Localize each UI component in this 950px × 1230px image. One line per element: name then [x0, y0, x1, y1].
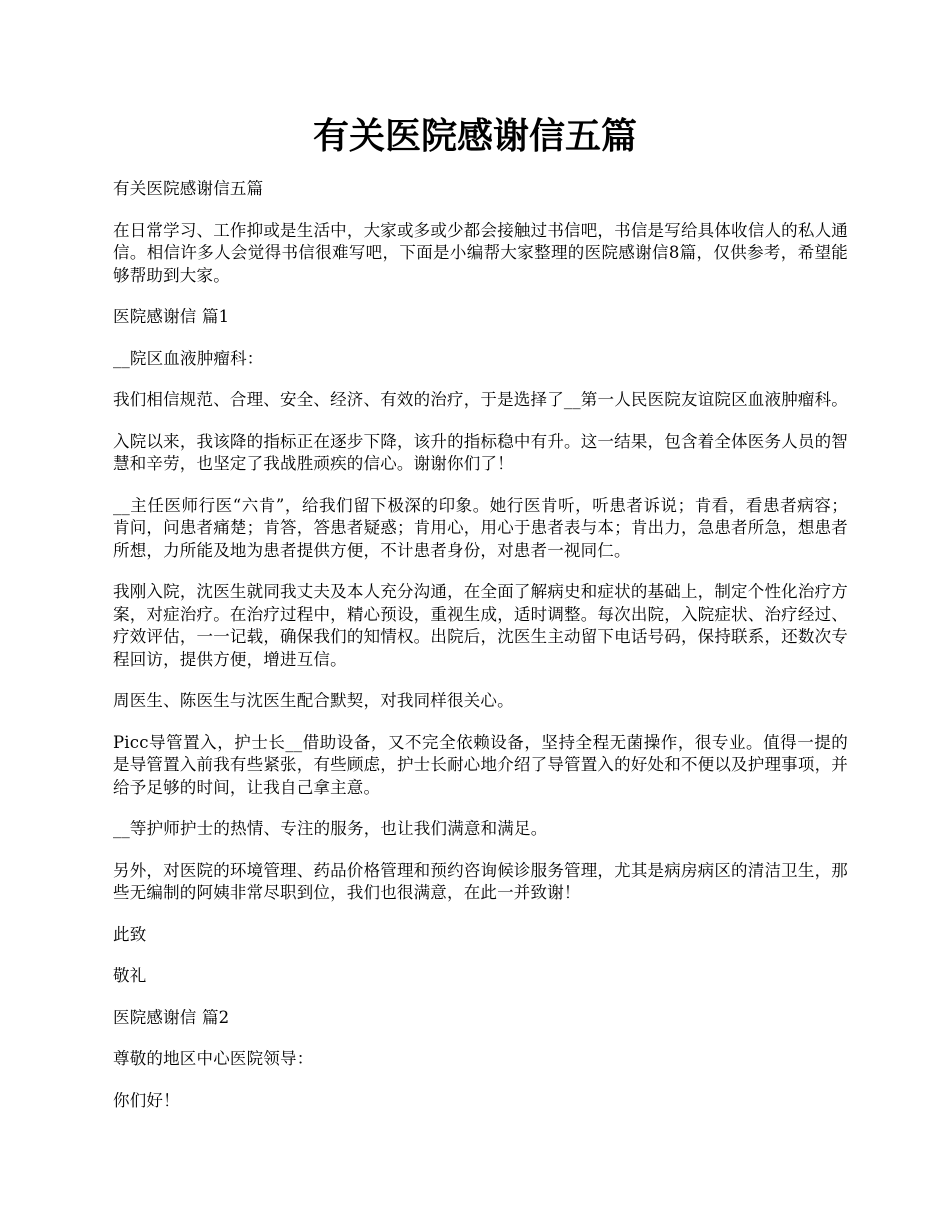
section-heading-1: 医院感谢信 篇1: [113, 307, 230, 326]
body-paragraph: 我刚入院，沈医生就同我丈夫及本人充分沟通，在全面了解病史和症状的基础上，制定个性化治疗方案，对症治疗。在治疗过程中，精心预设，重视生成，适时调整。每次出院，入院症状、治疗经过、疗效评估，一一记载，确保我们的知情权。出院后，沈医生主动留下电话号码，保持联系，还数次专程回访，提供方便，增进互信。: [113, 582, 848, 669]
section-heading-2: 医院感谢信 篇2: [113, 1007, 230, 1027]
closing-line: 此致: [113, 924, 147, 944]
body-paragraph: Picc导管置入，护士长__借助设备，又不完全依赖设备，坚持全程无菌操作，很专业。值得一提的是导管置入前我有些紧张，有些顾虑，护士长耐心地介绍了导管置入的好处和不便以及护理事项，并给予足够的时间，让我自己拿主意。: [113, 732, 848, 797]
body-paragraph: 另外，对医院的环境管理、药品价格管理和预约咨询候诊服务管理，尤其是病房病区的清洁卫生，那些无编制的阿姨非常尽职到位，我们也很满意，在此一并致谢！: [113, 860, 848, 902]
salutation-2: 尊敬的地区中心医院领导：: [113, 1049, 314, 1068]
salutation-1: __院区血液肿瘤科：: [113, 348, 264, 368]
greeting-line: 你们好！: [113, 1090, 180, 1110]
body-paragraph: 周医生、陈医生与沈医生配合默契，对我同样很关心。: [113, 691, 514, 710]
document-title: 有关医院感谢信五篇: [312, 115, 637, 157]
closing-line: 敬礼: [113, 966, 147, 985]
intro-paragraph: 在日常学习、工作抑或是生活中，大家或多或少都会接触过书信吧，书信是写给具体收信人的私人通信。相信许多人会觉得书信很难写吧，下面是小编帮大家整理的医院感谢信8篇，仅供参考，希望能够帮助到大家。: [113, 220, 848, 285]
subtitle-paragraph: 有关医院感谢信五篇: [113, 179, 264, 198]
body-paragraph: __主任医师行医“六肯”，给我们留下极深的印象。她行医肯听，听患者诉说；肯看，看患者病容；肯问，问患者痛楚；肯答，答患者疑惑；肯用心，用心于患者表与本；肯出力，急患者所急，想患者所想，力所能及地为患者提供方便，不计患者身份，对患者一视同仁。: [113, 495, 848, 560]
body-paragraph: 我们相信规范、合理、安全、经济、有效的治疗，于是选择了__第一人民医院友谊院区血液肿瘤科。: [113, 390, 848, 409]
body-paragraph: __等护师护士的热情、专注的服务，也让我们满意和满足。: [113, 819, 548, 838]
body-paragraph: 入院以来，我该降的指标正在逐步下降，该升的指标稳中有升。这一结果，包含着全体医务人员的智慧和辛劳，也坚定了我战胜顽疾的信心。谢谢你们了！: [113, 431, 848, 473]
document-body: [113, 178, 848, 1131]
